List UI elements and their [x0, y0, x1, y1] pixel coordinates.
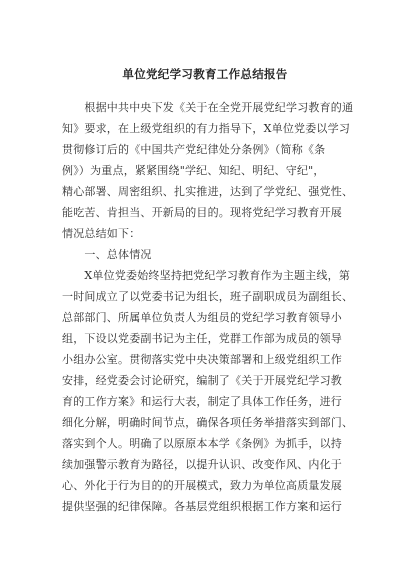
body-line: 提供坚强的纪律保障。各基层党组织根据工作方案和运行	[62, 500, 342, 513]
body-line: 心、外化于行为目的的开展模式，致力为单位高质量发展	[62, 479, 342, 492]
body-line: 根据中共中央下发《关于在全党开展党纪学习教育的通	[62, 101, 354, 114]
section-heading: 一、总体情况	[62, 248, 152, 261]
body-line: 例》）为重点，紧紧围绕"学纪、知纪、明纪、守纪"，	[62, 164, 325, 177]
body-line: 落实到个人。明确了以原原本本学《条例》为抓手，以持	[62, 437, 342, 450]
body-line: 情况总结如下：	[62, 227, 141, 240]
body-line: 续加强警示教育为路径，以提升认识、改变作风、内化于	[62, 458, 342, 471]
body-line: 知》要求，在上级党组织的有力指导下，X单位党委以学习	[62, 122, 351, 135]
body-line: 安排，经党委会讨论研究，编制了《关于开展党纪学习教	[62, 374, 342, 387]
body-line: 能吃苦、肯担当、开新局的目的。现将党纪学习教育开展	[62, 206, 342, 219]
body-line: X单位党委始终坚持把党纪学习教育作为主题主线，第	[62, 269, 351, 282]
body-line: 贯彻修订后的《中国共产党纪律处分条例》（简称《条	[62, 143, 326, 156]
body-line: 组，下设以党委副书记为主任，党群工作部为成员的领导	[62, 332, 342, 345]
body-line: 细化分解，明确时间节点，确保各项任务举措落实到部门、	[62, 416, 354, 429]
body-line: 小组办公室。贯彻落实党中央决策部署和上级党组织工作	[62, 353, 342, 366]
body-line: 精心部署、周密组织、扎实推进，达到了学党纪、强党性、	[62, 185, 354, 198]
body-line: 总部部门、所属单位负责人为组员的党纪学习教育领导小	[62, 311, 342, 324]
body-line: 一时间成立了以党委书记为组长，班子副职成员为副组长、	[62, 290, 354, 303]
body-line: 育的工作方案》和运行大表，制定了具体工作任务，进行	[62, 395, 342, 408]
document-title: 单位党纪学习教育工作总结报告	[122, 67, 288, 81]
